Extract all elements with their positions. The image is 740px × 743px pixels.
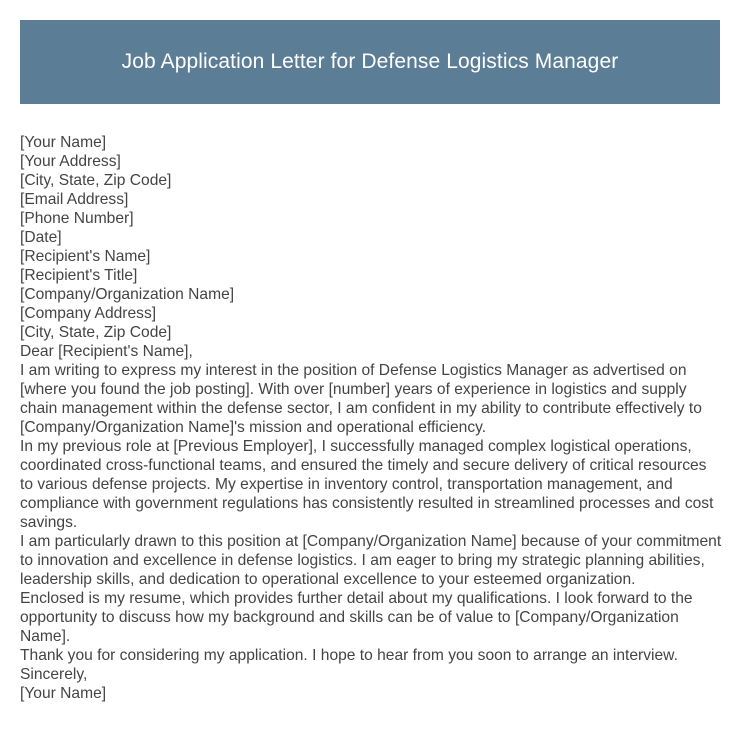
recipient-title: [Recipient's Title] xyxy=(20,267,138,284)
company-name: [Company/Organization Name] xyxy=(20,286,235,303)
sender-address: [Your Address] xyxy=(20,153,121,170)
page-title: Job Application Letter for Defense Logistics Manager xyxy=(121,50,619,73)
paragraph-intro: I am writing to express my interest in the position of Defense Logistics Manager as advertised on [where you found the job posting]. With over [number] years of experience in logistics and supply chain management within the defense sector, I am confident in my ability to contribute effectively to [Company/Organization Name]'s mission and operational efficiency. xyxy=(20,362,702,436)
title-banner xyxy=(20,20,720,104)
paragraph-resume: Enclosed is my resume, which provides further detail about my qualifications. I look forward to the opportunity to discuss how my background and skills can be of value to [Company/Organization Name]. xyxy=(20,590,693,645)
signature: [Your Name] xyxy=(20,685,107,702)
paragraph-experience: In my previous role at [Previous Employer], I successfully managed complex logistical operations, coordinated cross-functional teams, and ensured the timely and secure delivery of critical resources to various defense projects. My expertise in inventory control, transportation management, and compliance with government regulations has consistently resulted in streamlined processes and cost savings. xyxy=(20,438,714,531)
sender-email: [Email Address] xyxy=(20,191,129,208)
company-city: [City, State, Zip Code] xyxy=(20,324,172,341)
sender-city: [City, State, Zip Code] xyxy=(20,172,172,189)
letter-body xyxy=(20,133,722,703)
salutation: Dear [Recipient's Name], xyxy=(20,343,193,360)
letter-date: [Date] xyxy=(20,229,62,246)
sender-name: [Your Name] xyxy=(20,134,107,151)
paragraph-motivation: I am particularly drawn to this position at [Company/Organization Name] because of your commitment to innovation and excellence in defense logistics. I am eager to bring my strategic planning abilities, leadership skills, and dedication to operational excellence to your esteemed organization. xyxy=(20,533,722,588)
company-address: [Company Address] xyxy=(20,305,157,322)
sender-phone: [Phone Number] xyxy=(20,210,134,227)
closing: Sincerely, xyxy=(20,666,88,683)
paragraph-thanks: Thank you for considering my application. I hope to hear from you soon to arrange an interview. xyxy=(20,647,678,664)
recipient-name: [Recipient's Name] xyxy=(20,248,151,265)
